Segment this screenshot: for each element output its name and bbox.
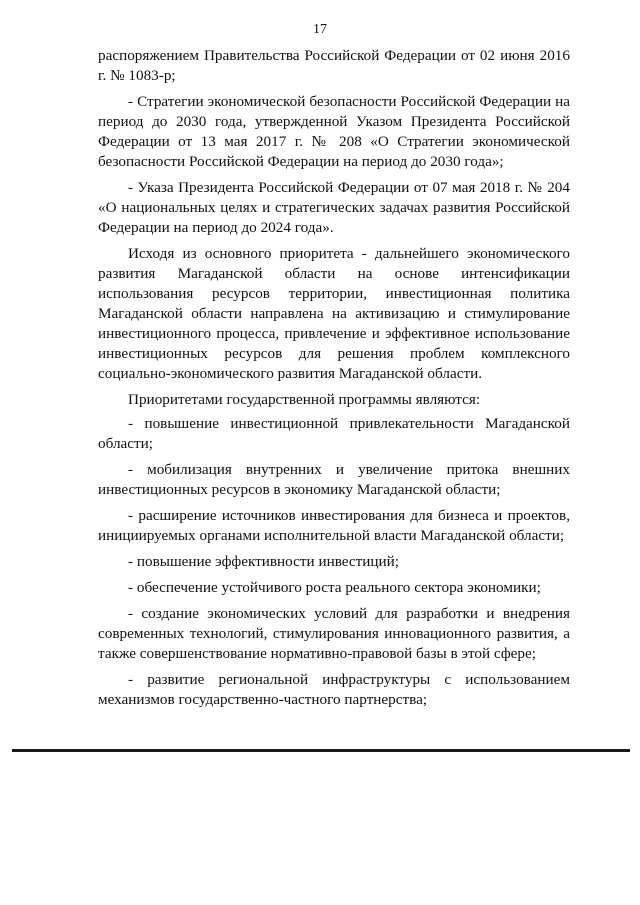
paragraph-heading: Приоритетами государственной программы являются:	[128, 391, 481, 408]
document-body	[98, 46, 570, 716]
paragraph-list-item: - повышение эффективности инвестиций;	[128, 553, 400, 570]
paragraph-list-item: - Стратегии экономической безопасности Российской Федерации на период до 2030 года, утвержденной Указом Президента Российской Федерации от 13 мая 2017 г. № 208 «О Стратегии экономической безопасности Российской Федерации на период до 2030 года»;	[98, 93, 570, 170]
paragraph-list-item: - развитие региональной инфраструктуры с использованием механизмов государственно-частного партнерства;	[98, 671, 570, 708]
paragraph-list-item: - обеспечение устойчивого роста реального сектора экономики;	[128, 579, 541, 596]
page-number: 17	[313, 22, 327, 37]
page-bottom-rule	[12, 749, 630, 752]
paragraph-list-item: - Указа Президента Российской Федерации от 07 мая 2018 г. № 204 «О национальных целях и стратегических задачах развития Российской Федерации на период до 2024 года».	[98, 179, 570, 236]
paragraph-continuation: распоряжением Правительства Российской Федерации от 02 июня 2016 г. № 1083-р;	[98, 47, 570, 84]
paragraph-list-item: - повышение инвестиционной привлекательности Магаданской области;	[98, 415, 570, 452]
paragraph-list-item: - создание экономических условий для разработки и внедрения современных технологий, стимулирования инновационного развития, а также совершенствование нормативно-правовой базы в этой сфере;	[98, 605, 570, 662]
paragraph: Исходя из основного приоритета - дальнейшего экономического развития Магаданской области на основе интенсификации использования ресурсов территории, инвестиционная политика Магаданской области направлена на активизацию и стимулирование инвестиционного процесса, привлечение и эффективное использование инвестиционных ресурсов для решения проблем комплексного социально-экономического развития Магаданской области.	[98, 245, 570, 382]
paragraph-list-item: - расширение источников инвестирования для бизнеса и проектов, инициируемых органами исполнительной власти Магаданской области;	[98, 507, 570, 544]
paragraph-list-item: - мобилизация внутренних и увеличение притока внешних инвестиционных ресурсов в экономику Магаданской области;	[98, 461, 570, 498]
